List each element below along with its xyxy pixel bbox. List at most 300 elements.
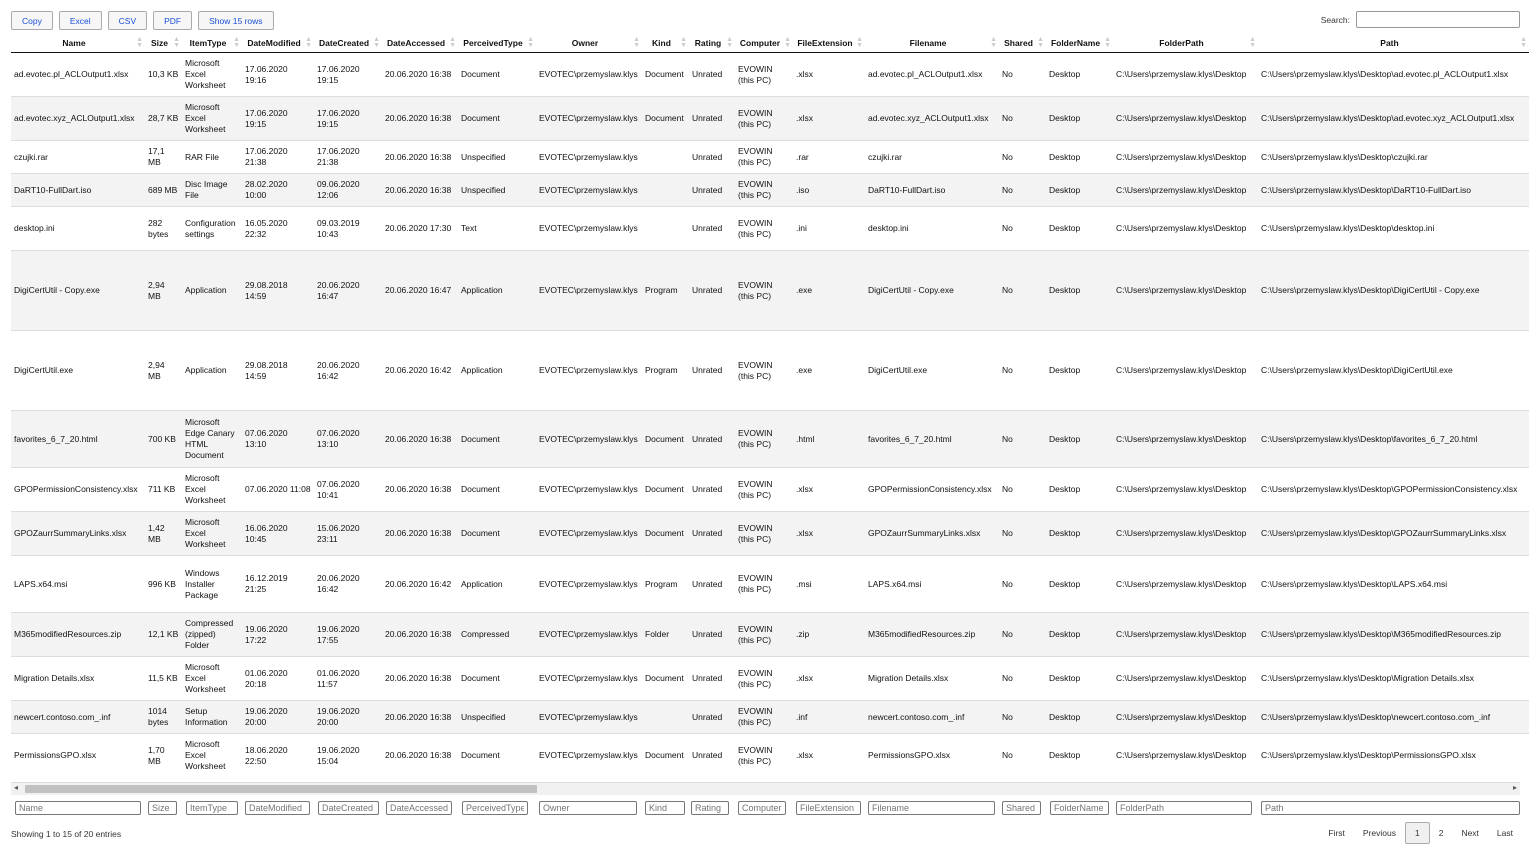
cell-name: GPOZaurrSummaryLinks.xlsx	[11, 512, 145, 556]
cell-foldername: Desktop	[1046, 734, 1113, 778]
cell-foldername: Desktop	[1046, 141, 1113, 174]
cell-path: C:\Users\przemyslaw.klys\Desktop\favorites_6_7_20.html	[1258, 411, 1529, 468]
filter-input-kind[interactable]	[645, 801, 685, 815]
cell-datemodified: 16.06.2020 10:45	[242, 512, 314, 556]
scroll-right-icon[interactable]: ▸	[1512, 783, 1517, 792]
cell-dateaccessed: 20.06.2020 17:30	[382, 207, 458, 251]
cell-dateaccessed: 20.06.2020 16:38	[382, 701, 458, 734]
cell-fileextension: .xlsx	[793, 97, 865, 141]
cell-itemtype: Microsoft Excel Worksheet	[182, 97, 242, 141]
cell-name: PermissionsGPO.xlsx	[11, 734, 145, 778]
filter-input-datecreated[interactable]	[318, 801, 379, 815]
cell-kind	[642, 701, 689, 734]
cell-shared: No	[999, 53, 1046, 97]
cell-fileextension: .xlsx	[793, 468, 865, 512]
filter-input-path[interactable]	[1261, 801, 1520, 815]
cell-datemodified: 17.06.2020 19:15	[242, 97, 314, 141]
cell-owner: EVOTEC\przemyslaw.klys	[536, 468, 642, 512]
cell-dateaccessed: 20.06.2020 16:47	[382, 251, 458, 331]
cell-itemtype: Application	[182, 331, 242, 411]
cell-filename: DigiCertUtil.exe	[865, 331, 999, 411]
cell-name: GPOPermissionConsistency.xlsx	[11, 468, 145, 512]
cell-owner: EVOTEC\przemyslaw.klys	[536, 141, 642, 174]
scrollbar-thumb[interactable]	[25, 785, 537, 793]
cell-name: favorites_6_7_20.html	[11, 411, 145, 468]
cell-owner: EVOTEC\przemyslaw.klys	[536, 411, 642, 468]
cell-path: C:\Users\przemyslaw.klys\Desktop\newcert.contoso.com_.inf	[1258, 701, 1529, 734]
cell-size: 1,42 MB	[145, 512, 182, 556]
cell-datemodified: 29.08.2018 14:59	[242, 251, 314, 331]
table-row[interactable]	[11, 657, 1529, 701]
cell-shared: No	[999, 613, 1046, 657]
cell-name: DigiCertUtil.exe	[11, 331, 145, 411]
cell-rating: Unrated	[689, 411, 735, 468]
cell-datecreated: 19.06.2020 15:04	[314, 734, 382, 778]
filter-input-shared[interactable]	[1002, 801, 1041, 815]
cell-fileextension: .xlsx	[793, 53, 865, 97]
filter-input-computer[interactable]	[738, 801, 786, 815]
table-row[interactable]	[11, 97, 1529, 141]
cell-datemodified: 17.06.2020 21:38	[242, 141, 314, 174]
table-row[interactable]	[11, 512, 1529, 556]
cell-dateaccessed: 20.06.2020 16:38	[382, 141, 458, 174]
cell-datecreated: 09.06.2020 12:06	[314, 174, 382, 207]
cell-owner: EVOTEC\przemyslaw.klys	[536, 657, 642, 701]
cell-filename: DigiCertUtil - Copy.exe	[865, 251, 999, 331]
cell-perceivedtype: Document	[458, 411, 536, 468]
column-header-fileextension[interactable]	[793, 34, 865, 53]
cell-shared: No	[999, 141, 1046, 174]
sort-icon: ▲ ▼	[1249, 36, 1256, 49]
cell-itemtype: Configuration settings	[182, 207, 242, 251]
column-filters	[11, 799, 1520, 819]
column-header-label: Kind	[652, 38, 671, 48]
cell-itemtype: Disc Image File	[182, 174, 242, 207]
cell-folderpath: C:\Users\przemyslaw.klys\Desktop	[1113, 657, 1258, 701]
cell-filename: Migration Details.xlsx	[865, 657, 999, 701]
horizontal-scrollbar[interactable]	[11, 782, 1520, 795]
sort-icon: ▲ ▼	[1520, 36, 1527, 49]
cell-fileextension: .exe	[793, 331, 865, 411]
search-label: Search:	[1320, 14, 1350, 25]
sort-icon: ▲ ▼	[990, 36, 997, 49]
cell-perceivedtype: Application	[458, 556, 536, 613]
cell-shared: No	[999, 468, 1046, 512]
show-rows-button[interactable]: Show 15 rows	[198, 11, 273, 30]
column-header-computer[interactable]	[735, 34, 793, 53]
cell-computer: EVOWIN (this PC)	[735, 251, 793, 331]
cell-kind: Document	[642, 53, 689, 97]
cell-path: C:\Users\przemyslaw.klys\Desktop\DigiCertUtil - Copy.exe	[1258, 251, 1529, 331]
table-row[interactable]	[11, 613, 1529, 657]
cell-shared: No	[999, 97, 1046, 141]
column-header-label: Path	[1380, 38, 1399, 48]
column-header-foldername[interactable]	[1046, 34, 1113, 53]
cell-owner: EVOTEC\przemyslaw.klys	[536, 331, 642, 411]
entries-info: Showing 1 to 15 of 20 entries	[11, 829, 122, 839]
sort-icon: ▲ ▼	[1104, 36, 1111, 49]
cell-foldername: Desktop	[1046, 468, 1113, 512]
column-header-folderpath[interactable]	[1113, 34, 1258, 53]
cell-datecreated: 15.06.2020 23:11	[314, 512, 382, 556]
cell-folderpath: C:\Users\przemyslaw.klys\Desktop	[1113, 331, 1258, 411]
cell-datemodified: 16.05.2020 22:32	[242, 207, 314, 251]
cell-foldername: Desktop	[1046, 174, 1113, 207]
column-header-path[interactable]	[1258, 34, 1529, 53]
cell-datecreated: 19.06.2020 20:00	[314, 701, 382, 734]
cell-computer: EVOWIN (this PC)	[735, 411, 793, 468]
next-page-button[interactable]: Next	[1461, 828, 1479, 838]
table-row[interactable]	[11, 141, 1529, 174]
cell-foldername: Desktop	[1046, 97, 1113, 141]
cell-filename: ad.evotec.xyz_ACLOutput1.xlsx	[865, 97, 999, 141]
cell-fileextension: .rar	[793, 141, 865, 174]
filter-input-owner[interactable]	[539, 801, 637, 815]
cell-dateaccessed: 20.06.2020 16:38	[382, 468, 458, 512]
scroll-left-icon[interactable]: ◂	[14, 783, 19, 792]
cell-itemtype: Microsoft Edge Canary HTML Document	[182, 411, 242, 468]
cell-path: C:\Users\przemyslaw.klys\Desktop\GPOZaurrSummaryLinks.xlsx	[1258, 512, 1529, 556]
cell-owner: EVOTEC\przemyslaw.klys	[536, 613, 642, 657]
cell-datecreated: 19.06.2020 17:55	[314, 613, 382, 657]
cell-fileextension: .exe	[793, 251, 865, 331]
cell-path: C:\Users\przemyslaw.klys\Desktop\Migration Details.xlsx	[1258, 657, 1529, 701]
cell-path: C:\Users\przemyslaw.klys\Desktop\ad.evotec.xyz_ACLOutput1.xlsx	[1258, 97, 1529, 141]
cell-datecreated: 17.06.2020 19:15	[314, 53, 382, 97]
cell-datemodified: 19.06.2020 20:00	[242, 701, 314, 734]
sort-icon: ▲ ▼	[233, 36, 240, 49]
cell-folderpath: C:\Users\przemyslaw.klys\Desktop	[1113, 734, 1258, 778]
cell-itemtype: Microsoft Excel Worksheet	[182, 734, 242, 778]
cell-dateaccessed: 20.06.2020 16:42	[382, 556, 458, 613]
cell-rating: Unrated	[689, 207, 735, 251]
column-header-dateaccessed[interactable]	[382, 34, 458, 53]
filter-input-size[interactable]	[148, 801, 177, 815]
column-header-name[interactable]	[11, 34, 145, 53]
cell-dateaccessed: 20.06.2020 16:42	[382, 331, 458, 411]
table-row[interactable]	[11, 701, 1529, 734]
csv-button[interactable]: CSV	[108, 11, 147, 30]
cell-path: C:\Users\przemyslaw.klys\Desktop\LAPS.x64.msi	[1258, 556, 1529, 613]
cell-dateaccessed: 20.06.2020 16:38	[382, 411, 458, 468]
cell-filename: desktop.ini	[865, 207, 999, 251]
cell-rating: Unrated	[689, 141, 735, 174]
filter-input-filename[interactable]	[868, 801, 995, 815]
cell-name: Migration Details.xlsx	[11, 657, 145, 701]
cell-foldername: Desktop	[1046, 512, 1113, 556]
cell-folderpath: C:\Users\przemyslaw.klys\Desktop	[1113, 468, 1258, 512]
cell-path: C:\Users\przemyslaw.klys\Desktop\PermissionsGPO.xlsx	[1258, 734, 1529, 778]
cell-perceivedtype: Unspecified	[458, 174, 536, 207]
column-header-filename[interactable]	[865, 34, 999, 53]
cell-name: M365modifiedResources.zip	[11, 613, 145, 657]
column-header-label: DateAccessed	[386, 38, 446, 48]
cell-itemtype: Windows Installer Package	[182, 556, 242, 613]
cell-size: 2,94 MB	[145, 331, 182, 411]
cell-filename: PermissionsGPO.xlsx	[865, 734, 999, 778]
pagination	[1319, 822, 1522, 844]
column-header-itemtype[interactable]	[182, 34, 242, 53]
filter-input-datemodified[interactable]	[245, 801, 310, 815]
cell-owner: EVOTEC\przemyslaw.klys	[536, 556, 642, 613]
cell-datemodified: 19.06.2020 17:22	[242, 613, 314, 657]
header-row	[11, 34, 1529, 53]
cell-path: C:\Users\przemyslaw.klys\Desktop\DigiCertUtil.exe	[1258, 331, 1529, 411]
cell-computer: EVOWIN (this PC)	[735, 657, 793, 701]
cell-size: 711 KB	[145, 468, 182, 512]
table-row[interactable]	[11, 53, 1529, 97]
cell-datemodified: 17.06.2020 19:16	[242, 53, 314, 97]
cell-name: LAPS.x64.msi	[11, 556, 145, 613]
cell-folderpath: C:\Users\przemyslaw.klys\Desktop	[1113, 701, 1258, 734]
cell-shared: No	[999, 174, 1046, 207]
filter-input-dateaccessed[interactable]	[386, 801, 452, 815]
table-row[interactable]	[11, 411, 1529, 468]
cell-shared: No	[999, 512, 1046, 556]
cell-size: 10,3 KB	[145, 53, 182, 97]
cell-rating: Unrated	[689, 97, 735, 141]
cell-fileextension: .zip	[793, 613, 865, 657]
column-header-label: Name	[62, 38, 86, 48]
cell-perceivedtype: Application	[458, 331, 536, 411]
column-header-datemodified[interactable]	[242, 34, 314, 53]
column-header-label: Shared	[1004, 38, 1033, 48]
filter-input-perceivedtype[interactable]	[462, 801, 528, 815]
cell-perceivedtype: Unspecified	[458, 701, 536, 734]
column-header-label: FileExtension	[797, 38, 853, 48]
sort-icon: ▲ ▼	[173, 36, 180, 49]
cell-foldername: Desktop	[1046, 251, 1113, 331]
cell-perceivedtype: Compressed	[458, 613, 536, 657]
cell-kind: Document	[642, 468, 689, 512]
cell-rating: Unrated	[689, 556, 735, 613]
cell-name: DaRT10-FullDart.iso	[11, 174, 145, 207]
cell-perceivedtype: Document	[458, 734, 536, 778]
cell-computer: EVOWIN (this PC)	[735, 331, 793, 411]
cell-kind: Document	[642, 657, 689, 701]
cell-kind: Document	[642, 97, 689, 141]
search-input[interactable]	[1356, 11, 1520, 28]
cell-owner: EVOTEC\przemyslaw.klys	[536, 701, 642, 734]
column-header-owner[interactable]	[536, 34, 642, 53]
cell-filename: favorites_6_7_20.html	[865, 411, 999, 468]
cell-computer: EVOWIN (this PC)	[735, 207, 793, 251]
cell-shared: No	[999, 657, 1046, 701]
cell-rating: Unrated	[689, 657, 735, 701]
copy-button[interactable]: Copy	[11, 11, 53, 30]
cell-rating: Unrated	[689, 174, 735, 207]
cell-datecreated: 01.06.2020 11:57	[314, 657, 382, 701]
cell-size: 689 MB	[145, 174, 182, 207]
cell-perceivedtype: Text	[458, 207, 536, 251]
filter-input-foldername[interactable]	[1050, 801, 1109, 815]
cell-fileextension: .iso	[793, 174, 865, 207]
column-header-label: Rating	[694, 38, 722, 48]
excel-button[interactable]: Excel	[59, 11, 102, 30]
cell-perceivedtype: Document	[458, 512, 536, 556]
cell-size: 996 KB	[145, 556, 182, 613]
column-header-rating[interactable]	[689, 34, 735, 53]
cell-filename: GPOZaurrSummaryLinks.xlsx	[865, 512, 999, 556]
cell-folderpath: C:\Users\przemyslaw.klys\Desktop	[1113, 141, 1258, 174]
cell-computer: EVOWIN (this PC)	[735, 141, 793, 174]
sort-icon: ▲ ▼	[449, 36, 456, 49]
cell-itemtype: Application	[182, 251, 242, 331]
cell-kind: Document	[642, 512, 689, 556]
filter-input-itemtype[interactable]	[186, 801, 238, 815]
cell-filename: newcert.contoso.com_.inf	[865, 701, 999, 734]
cell-computer: EVOWIN (this PC)	[735, 174, 793, 207]
column-header-shared[interactable]	[999, 34, 1046, 53]
cell-datecreated: 20.06.2020 16:42	[314, 331, 382, 411]
cell-rating: Unrated	[689, 468, 735, 512]
previous-page-button[interactable]: Previous	[1362, 828, 1396, 838]
cell-computer: EVOWIN (this PC)	[735, 97, 793, 141]
cell-name: DigiCertUtil - Copy.exe	[11, 251, 145, 331]
page-2-button[interactable]: 2	[1438, 828, 1444, 838]
cell-rating: Unrated	[689, 53, 735, 97]
cell-kind: Document	[642, 411, 689, 468]
cell-datecreated: 17.06.2020 21:38	[314, 141, 382, 174]
cell-filename: M365modifiedResources.zip	[865, 613, 999, 657]
table-container	[11, 34, 1527, 782]
cell-fileextension: .inf	[793, 701, 865, 734]
column-header-datecreated[interactable]	[314, 34, 382, 53]
cell-datemodified: 16.12.2019 21:25	[242, 556, 314, 613]
cell-kind	[642, 174, 689, 207]
cell-foldername: Desktop	[1046, 53, 1113, 97]
cell-shared: No	[999, 251, 1046, 331]
cell-folderpath: C:\Users\przemyslaw.klys\Desktop	[1113, 411, 1258, 468]
sort-icon: ▲ ▼	[305, 36, 312, 49]
cell-folderpath: C:\Users\przemyslaw.klys\Desktop	[1113, 174, 1258, 207]
cell-datemodified: 29.08.2018 14:59	[242, 331, 314, 411]
cell-dateaccessed: 20.06.2020 16:38	[382, 174, 458, 207]
table-row[interactable]	[11, 734, 1529, 778]
column-header-perceivedtype[interactable]	[458, 34, 536, 53]
cell-size: 28,7 KB	[145, 97, 182, 141]
cell-kind: Folder	[642, 613, 689, 657]
cell-datemodified: 07.06.2020 13:10	[242, 411, 314, 468]
sort-icon: ▲ ▼	[373, 36, 380, 49]
cell-fileextension: .ini	[793, 207, 865, 251]
cell-owner: EVOTEC\przemyslaw.klys	[536, 97, 642, 141]
cell-shared: No	[999, 207, 1046, 251]
filter-input-fileextension[interactable]	[796, 801, 861, 815]
cell-foldername: Desktop	[1046, 207, 1113, 251]
cell-filename: czujki.rar	[865, 141, 999, 174]
table-row[interactable]	[11, 251, 1529, 331]
page-1-button[interactable]: 1	[1405, 822, 1430, 844]
column-header-label: FolderName	[1050, 38, 1101, 48]
column-header-size[interactable]	[145, 34, 182, 53]
sort-icon: ▲ ▼	[136, 36, 143, 49]
cell-datecreated: 07.06.2020 10:41	[314, 468, 382, 512]
cell-foldername: Desktop	[1046, 411, 1113, 468]
cell-dateaccessed: 20.06.2020 16:38	[382, 53, 458, 97]
cell-folderpath: C:\Users\przemyslaw.klys\Desktop	[1113, 613, 1258, 657]
cell-computer: EVOWIN (this PC)	[735, 53, 793, 97]
cell-folderpath: C:\Users\przemyslaw.klys\Desktop	[1113, 207, 1258, 251]
cell-folderpath: C:\Users\przemyslaw.klys\Desktop	[1113, 97, 1258, 141]
export-toolbar	[11, 11, 274, 30]
cell-itemtype: Microsoft Excel Worksheet	[182, 512, 242, 556]
pdf-button[interactable]: PDF	[153, 11, 192, 30]
first-page-button[interactable]: First	[1328, 828, 1345, 838]
cell-rating: Unrated	[689, 734, 735, 778]
cell-rating: Unrated	[689, 701, 735, 734]
sort-icon: ▲ ▼	[1037, 36, 1044, 49]
cell-kind: Program	[642, 556, 689, 613]
files-table	[11, 34, 1529, 778]
table-row[interactable]	[11, 207, 1529, 251]
column-header-kind[interactable]	[642, 34, 689, 53]
cell-shared: No	[999, 331, 1046, 411]
cell-datemodified: 07.06.2020 11:08	[242, 468, 314, 512]
cell-dateaccessed: 20.06.2020 16:38	[382, 613, 458, 657]
cell-name: czujki.rar	[11, 141, 145, 174]
cell-itemtype: Setup Information	[182, 701, 242, 734]
cell-size: 2,94 MB	[145, 251, 182, 331]
filter-input-rating[interactable]	[691, 801, 729, 815]
sort-icon: ▲ ▼	[784, 36, 791, 49]
cell-datecreated: 09.03.2019 10:43	[314, 207, 382, 251]
cell-fileextension: .xlsx	[793, 512, 865, 556]
cell-kind: Program	[642, 251, 689, 331]
sort-icon: ▲ ▼	[633, 36, 640, 49]
sort-icon: ▲ ▼	[856, 36, 863, 49]
sort-icon: ▲ ▼	[527, 36, 534, 49]
cell-path: C:\Users\przemyslaw.klys\Desktop\czujki.rar	[1258, 141, 1529, 174]
cell-foldername: Desktop	[1046, 556, 1113, 613]
cell-owner: EVOTEC\przemyslaw.klys	[536, 251, 642, 331]
table-row[interactable]	[11, 468, 1529, 512]
cell-itemtype: Compressed (zipped) Folder	[182, 613, 242, 657]
cell-foldername: Desktop	[1046, 613, 1113, 657]
column-header-label: DateModified	[247, 38, 301, 48]
filter-input-folderpath[interactable]	[1116, 801, 1252, 815]
table-row[interactable]	[11, 556, 1529, 613]
table-row[interactable]	[11, 174, 1529, 207]
cell-computer: EVOWIN (this PC)	[735, 468, 793, 512]
cell-computer: EVOWIN (this PC)	[735, 613, 793, 657]
filter-input-name[interactable]	[15, 801, 141, 815]
cell-size: 1,70 MB	[145, 734, 182, 778]
cell-size: 282 bytes	[145, 207, 182, 251]
cell-path: C:\Users\przemyslaw.klys\Desktop\M365modifiedResources.zip	[1258, 613, 1529, 657]
cell-name: desktop.ini	[11, 207, 145, 251]
cell-shared: No	[999, 556, 1046, 613]
cell-size: 1014 bytes	[145, 701, 182, 734]
cell-name: ad.evotec.pl_ACLOutput1.xlsx	[11, 53, 145, 97]
cell-kind	[642, 207, 689, 251]
column-header-label: Owner	[571, 38, 599, 48]
cell-filename: GPOPermissionConsistency.xlsx	[865, 468, 999, 512]
cell-itemtype: Microsoft Excel Worksheet	[182, 53, 242, 97]
cell-kind: Program	[642, 331, 689, 411]
cell-computer: EVOWIN (this PC)	[735, 734, 793, 778]
cell-perceivedtype: Document	[458, 657, 536, 701]
cell-foldername: Desktop	[1046, 657, 1113, 701]
cell-datemodified: 28.02.2020 10:00	[242, 174, 314, 207]
cell-datecreated: 20.06.2020 16:42	[314, 556, 382, 613]
cell-path: C:\Users\przemyslaw.klys\Desktop\desktop.ini	[1258, 207, 1529, 251]
cell-rating: Unrated	[689, 512, 735, 556]
table-row[interactable]	[11, 331, 1529, 411]
cell-computer: EVOWIN (this PC)	[735, 701, 793, 734]
cell-perceivedtype: Document	[458, 97, 536, 141]
last-page-button[interactable]: Last	[1496, 828, 1513, 838]
